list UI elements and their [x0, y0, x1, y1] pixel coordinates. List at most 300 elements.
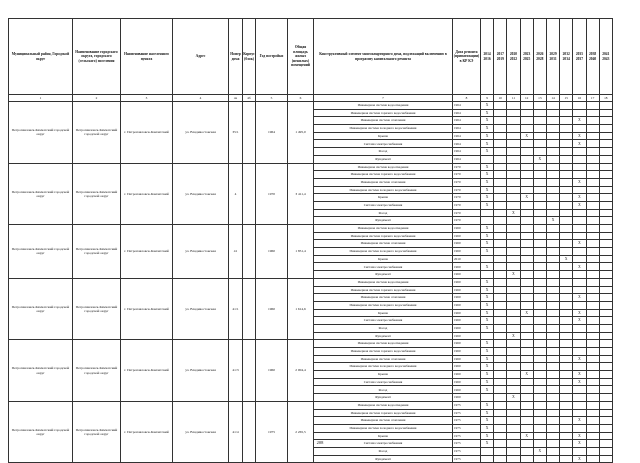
- period-cell: [586, 409, 599, 417]
- period-mark-cell: X: [520, 132, 533, 140]
- period-cell: [560, 409, 573, 417]
- repair-date-cell: 1960: [453, 317, 481, 325]
- period-cell: [599, 301, 612, 309]
- period-cell: [586, 194, 599, 202]
- period-cell: [586, 255, 599, 263]
- period-cell: [494, 209, 507, 217]
- period-mark-cell: X: [573, 194, 586, 202]
- period-cell: [507, 386, 520, 394]
- period-cell: [494, 432, 507, 440]
- period-cell: [546, 417, 559, 425]
- element-cell: Инженерная система водоотведения: [314, 163, 453, 171]
- period-mark-cell: X: [481, 163, 494, 171]
- period-cell: [507, 125, 520, 133]
- period-cell: [533, 394, 546, 402]
- period-cell: [494, 109, 507, 117]
- element-cell: Инженерная система горячего водоснабжения: [314, 348, 453, 356]
- period-cell: [573, 332, 586, 340]
- column-index-row: [9, 95, 613, 102]
- period-cell: [494, 294, 507, 302]
- period-cell: [586, 348, 599, 356]
- period-cell: [599, 371, 612, 379]
- period-mark-cell: X: [481, 102, 494, 110]
- period-cell: [573, 286, 586, 294]
- repair-date-cell: 1964: [453, 125, 481, 133]
- period-cell: [533, 125, 546, 133]
- period-cell: [533, 332, 546, 340]
- period-cell: [481, 155, 494, 163]
- period-cell: [586, 186, 599, 194]
- element-cell: Инженерная система холодного водоснабжения: [314, 424, 453, 432]
- period-cell: [586, 317, 599, 325]
- period-mark-cell: X: [481, 194, 494, 202]
- period-cell: [599, 240, 612, 248]
- header-row: [9, 19, 613, 95]
- block-cell: [243, 401, 256, 463]
- column-header: 2023 2025: [520, 19, 533, 95]
- period-cell: [599, 447, 612, 455]
- period-mark-cell: X: [546, 217, 559, 225]
- block-cell: [243, 340, 256, 402]
- repair-date-cell: 1960: [453, 286, 481, 294]
- repair-date-cell: 1975: [453, 401, 481, 409]
- area-cell: 3 411,4: [288, 163, 314, 225]
- period-cell: [507, 232, 520, 240]
- period-cell: [494, 309, 507, 317]
- period-mark-cell: X: [573, 317, 586, 325]
- period-cell: [599, 163, 612, 171]
- period-cell: [573, 363, 586, 371]
- period-mark-cell: X: [481, 225, 494, 233]
- period-cell: [507, 194, 520, 202]
- period-cell: [494, 401, 507, 409]
- element-cell: Крыша: [314, 194, 453, 202]
- period-cell: [507, 140, 520, 148]
- period-cell: [507, 148, 520, 156]
- repair-date-cell: 1960: [453, 378, 481, 386]
- period-mark-cell: X: [573, 440, 586, 448]
- table-row: [9, 102, 613, 110]
- period-mark-cell: X: [481, 440, 494, 448]
- repair-date-cell: 1975: [453, 432, 481, 440]
- period-cell: [507, 447, 520, 455]
- period-cell: [520, 109, 533, 117]
- period-cell: [520, 424, 533, 432]
- period-cell: [507, 317, 520, 325]
- period-cell: [586, 132, 599, 140]
- period-cell: [586, 271, 599, 279]
- repair-date-cell: 1960: [453, 309, 481, 317]
- table-row: [9, 340, 613, 348]
- period-cell: [520, 140, 533, 148]
- repair-date-cell: 1964: [453, 117, 481, 125]
- period-cell: [481, 271, 494, 279]
- period-cell: [599, 394, 612, 402]
- period-cell: [586, 340, 599, 348]
- period-mark-cell: X: [507, 209, 520, 217]
- repair-date-cell: 1975: [453, 417, 481, 425]
- period-cell: [546, 455, 559, 463]
- period-cell: [494, 178, 507, 186]
- period-cell: [573, 171, 586, 179]
- period-cell: [586, 240, 599, 248]
- repair-date-cell: 1964: [453, 148, 481, 156]
- period-cell: [546, 232, 559, 240]
- period-cell: [546, 424, 559, 432]
- repair-date-cell: 1970: [453, 178, 481, 186]
- period-cell: [599, 255, 612, 263]
- period-cell: [560, 240, 573, 248]
- period-cell: [599, 271, 612, 279]
- column-index: 7: [314, 95, 453, 102]
- element-cell: Крыша: [314, 132, 453, 140]
- locality-cell: г. Петропавловск-Камчатский: [121, 163, 173, 225]
- column-header: Конструктивный элемент многоквартирного дома, подлежащий включению в программу капитального ремонта: [314, 19, 453, 95]
- period-cell: [481, 447, 494, 455]
- period-cell: [520, 271, 533, 279]
- period-cell: [599, 401, 612, 409]
- element-cell: Инженерная система отопления: [314, 178, 453, 186]
- period-mark-cell: X: [481, 317, 494, 325]
- element-cell: Крыша: [314, 255, 453, 263]
- column-index: 12: [520, 95, 533, 102]
- column-index: 10: [494, 95, 507, 102]
- period-cell: [507, 163, 520, 171]
- period-mark-cell: X: [520, 371, 533, 379]
- period-cell: [560, 294, 573, 302]
- period-cell: [533, 417, 546, 425]
- period-cell: [586, 455, 599, 463]
- repair-date-cell: 1970: [453, 217, 481, 225]
- period-mark-cell: X: [481, 417, 494, 425]
- period-cell: [533, 324, 546, 332]
- repair-date-cell: 1960: [453, 232, 481, 240]
- period-cell: [520, 409, 533, 417]
- period-cell: [533, 140, 546, 148]
- period-cell: [494, 140, 507, 148]
- period-cell: [546, 332, 559, 340]
- period-cell: [546, 209, 559, 217]
- period-cell: [586, 117, 599, 125]
- period-mark-cell: X: [507, 271, 520, 279]
- period-mark-cell: X: [481, 432, 494, 440]
- period-cell: [573, 409, 586, 417]
- year-built-cell: 1975: [256, 401, 288, 463]
- period-cell: [494, 301, 507, 309]
- element-cell: Фундамент: [314, 155, 453, 163]
- period-cell: [599, 201, 612, 209]
- period-cell: [546, 348, 559, 356]
- period-cell: [546, 109, 559, 117]
- period-cell: [560, 201, 573, 209]
- period-cell: [560, 109, 573, 117]
- element-cell: Инженерная система холодного водоснабжения: [314, 248, 453, 256]
- period-cell: [533, 178, 546, 186]
- period-cell: [533, 424, 546, 432]
- column-index: 2: [73, 95, 121, 102]
- period-cell: [546, 278, 559, 286]
- period-cell: [494, 125, 507, 133]
- address-cell: ул. Владивостокская: [173, 278, 229, 340]
- district-cell: Петропавловск-Камчатский городской округ: [9, 102, 73, 164]
- period-cell: [546, 255, 559, 263]
- column-index: 3: [121, 95, 173, 102]
- column-header: Наименование населенного пункта: [121, 19, 173, 95]
- column-header: Муниципальный район, Городской округ: [9, 19, 73, 95]
- locality-cell: г. Петропавловск-Камчатский: [121, 340, 173, 402]
- period-cell: [560, 278, 573, 286]
- period-cell: [494, 194, 507, 202]
- period-cell: [507, 409, 520, 417]
- period-cell: [494, 424, 507, 432]
- period-mark-cell: X: [481, 355, 494, 363]
- period-cell: [507, 348, 520, 356]
- period-cell: [520, 363, 533, 371]
- period-cell: [560, 132, 573, 140]
- period-cell: [599, 363, 612, 371]
- element-cell: Система электроснабжения: [314, 201, 453, 209]
- period-cell: [599, 409, 612, 417]
- element-cell: Инженерная система отопления: [314, 417, 453, 425]
- repair-date-cell: 1970: [453, 186, 481, 194]
- element-cell: Инженерная система водоотведения: [314, 278, 453, 286]
- period-cell: [560, 248, 573, 256]
- period-mark-cell: X: [573, 201, 586, 209]
- period-cell: [520, 355, 533, 363]
- period-mark-cell: X: [481, 117, 494, 125]
- period-cell: [560, 324, 573, 332]
- repair-date-cell: 1960: [453, 386, 481, 394]
- repair-date-cell: 1960: [453, 324, 481, 332]
- period-cell: [586, 201, 599, 209]
- period-cell: [533, 201, 546, 209]
- settlement-cell: Петропавловск-Камчатский городской округ: [73, 401, 121, 463]
- column-header: Наименование городского округа, городского (сельского) поселения: [73, 19, 121, 95]
- column-index: 6: [288, 95, 314, 102]
- period-cell: [533, 378, 546, 386]
- period-cell: [573, 125, 586, 133]
- area-cell: 1 851,4: [288, 225, 314, 279]
- repair-date-cell: 1970: [453, 163, 481, 171]
- period-cell: [494, 371, 507, 379]
- column-index: 16: [573, 95, 586, 102]
- period-mark-cell: X: [481, 294, 494, 302]
- element-cell: Система электроснабжения: [314, 263, 453, 271]
- period-cell: [507, 201, 520, 209]
- settlement-cell: Петропавловск-Камчатский городской округ: [73, 163, 121, 225]
- period-cell: [546, 178, 559, 186]
- period-cell: [573, 386, 586, 394]
- settlement-cell: Петропавловск-Камчатский городской округ: [73, 102, 121, 164]
- period-cell: [573, 255, 586, 263]
- period-cell: [586, 355, 599, 363]
- period-cell: [507, 132, 520, 140]
- period-cell: [599, 340, 612, 348]
- period-mark-cell: X: [573, 263, 586, 271]
- period-cell: [560, 401, 573, 409]
- period-mark-cell: X: [481, 409, 494, 417]
- table-row: [9, 163, 613, 171]
- period-cell: [573, 217, 586, 225]
- column-header: 2035 2037: [573, 19, 586, 95]
- period-cell: [507, 248, 520, 256]
- period-cell: [520, 102, 533, 110]
- period-cell: [560, 340, 573, 348]
- period-cell: [520, 240, 533, 248]
- repair-date-cell: 1960: [453, 348, 481, 356]
- period-cell: [560, 394, 573, 402]
- period-cell: [599, 194, 612, 202]
- house-number-cell: 41/3: [229, 340, 243, 402]
- column-header: Адрес: [173, 19, 229, 95]
- period-cell: [573, 348, 586, 356]
- period-cell: [586, 171, 599, 179]
- period-mark-cell: X: [481, 148, 494, 156]
- repair-date-cell: 1964: [453, 140, 481, 148]
- period-cell: [546, 163, 559, 171]
- element-cell: Инженерная система холодного водоснабжения: [314, 125, 453, 133]
- period-mark-cell: X: [481, 363, 494, 371]
- element-cell: Инженерная система горячего водоснабжения: [314, 232, 453, 240]
- page-number: 208: [316, 440, 324, 445]
- period-cell: [494, 155, 507, 163]
- element-cell: Инженерная система отопления: [314, 355, 453, 363]
- period-cell: [507, 171, 520, 179]
- period-cell: [586, 148, 599, 156]
- period-cell: [533, 348, 546, 356]
- period-cell: [494, 248, 507, 256]
- period-cell: [560, 432, 573, 440]
- period-cell: [599, 432, 612, 440]
- period-cell: [533, 294, 546, 302]
- period-cell: [599, 348, 612, 356]
- period-cell: [573, 340, 586, 348]
- element-cell: Инженерная система горячего водоснабжения: [314, 109, 453, 117]
- column-header: 2041 2043: [599, 19, 612, 95]
- element-cell: Фундамент: [314, 271, 453, 279]
- element-cell: Инженерная система холодного водоснабжения: [314, 186, 453, 194]
- year-built-cell: 1970: [256, 163, 288, 225]
- period-cell: [586, 432, 599, 440]
- period-cell: [599, 132, 612, 140]
- period-cell: [586, 417, 599, 425]
- period-mark-cell: X: [481, 340, 494, 348]
- period-cell: [520, 232, 533, 240]
- period-cell: [586, 217, 599, 225]
- house-number-cell: 41: [229, 225, 243, 279]
- period-cell: [546, 409, 559, 417]
- period-cell: [533, 225, 546, 233]
- period-cell: [586, 163, 599, 171]
- period-cell: [599, 417, 612, 425]
- table-body: [9, 102, 613, 463]
- address-cell: ул. Владивостокская: [173, 102, 229, 164]
- period-cell: [560, 263, 573, 271]
- period-cell: [520, 340, 533, 348]
- period-cell: [533, 309, 546, 317]
- period-cell: [586, 324, 599, 332]
- element-cell: Крыша: [314, 432, 453, 440]
- column-index: 5: [256, 95, 288, 102]
- district-cell: Петропавловск-Камчатский городской округ: [9, 163, 73, 225]
- period-cell: [546, 447, 559, 455]
- period-cell: [507, 432, 520, 440]
- period-cell: [599, 102, 612, 110]
- period-mark-cell: X: [573, 140, 586, 148]
- area-cell: 2 265,5: [288, 401, 314, 463]
- period-cell: [546, 355, 559, 363]
- block-cell: [243, 102, 256, 164]
- period-cell: [533, 255, 546, 263]
- period-cell: [494, 148, 507, 156]
- period-cell: [481, 255, 494, 263]
- period-cell: [533, 271, 546, 279]
- period-cell: [494, 324, 507, 332]
- element-cell: Фасад: [314, 209, 453, 217]
- column-header: 2038 2040: [586, 19, 599, 95]
- period-cell: [481, 217, 494, 225]
- period-cell: [481, 394, 494, 402]
- document-sheet: [8, 18, 612, 463]
- period-cell: [546, 140, 559, 148]
- period-cell: [494, 386, 507, 394]
- period-cell: [533, 240, 546, 248]
- period-cell: [546, 102, 559, 110]
- period-mark-cell: X: [533, 155, 546, 163]
- column-index: 15: [560, 95, 573, 102]
- period-cell: [586, 447, 599, 455]
- period-cell: [546, 432, 559, 440]
- table-row: [9, 278, 613, 286]
- period-cell: [599, 309, 612, 317]
- period-mark-cell: X: [573, 132, 586, 140]
- period-cell: [520, 447, 533, 455]
- period-cell: [599, 455, 612, 463]
- element-cell: Фундамент: [314, 217, 453, 225]
- period-cell: [546, 240, 559, 248]
- period-cell: [586, 263, 599, 271]
- column-index: 4: [173, 95, 229, 102]
- period-cell: [546, 148, 559, 156]
- period-cell: [533, 109, 546, 117]
- period-cell: [586, 109, 599, 117]
- period-cell: [586, 125, 599, 133]
- period-cell: [573, 271, 586, 279]
- period-cell: [586, 378, 599, 386]
- period-cell: [507, 186, 520, 194]
- period-cell: [546, 294, 559, 302]
- locality-cell: г. Петропавловск-Камчатский: [121, 278, 173, 340]
- period-mark-cell: X: [481, 240, 494, 248]
- period-cell: [494, 117, 507, 125]
- period-cell: [494, 332, 507, 340]
- address-cell: ул. Владивостокская: [173, 340, 229, 402]
- period-cell: [560, 125, 573, 133]
- period-cell: [573, 102, 586, 110]
- period-cell: [507, 309, 520, 317]
- period-mark-cell: X: [481, 401, 494, 409]
- locality-cell: г. Петропавловск-Камчатский: [121, 102, 173, 164]
- column-index: 4б: [243, 95, 256, 102]
- repair-date-cell: 1960: [453, 332, 481, 340]
- period-cell: [533, 232, 546, 240]
- period-cell: [520, 324, 533, 332]
- period-mark-cell: X: [481, 232, 494, 240]
- period-cell: [560, 217, 573, 225]
- period-cell: [599, 140, 612, 148]
- house-number-cell: 41/1: [229, 278, 243, 340]
- period-mark-cell: X: [481, 186, 494, 194]
